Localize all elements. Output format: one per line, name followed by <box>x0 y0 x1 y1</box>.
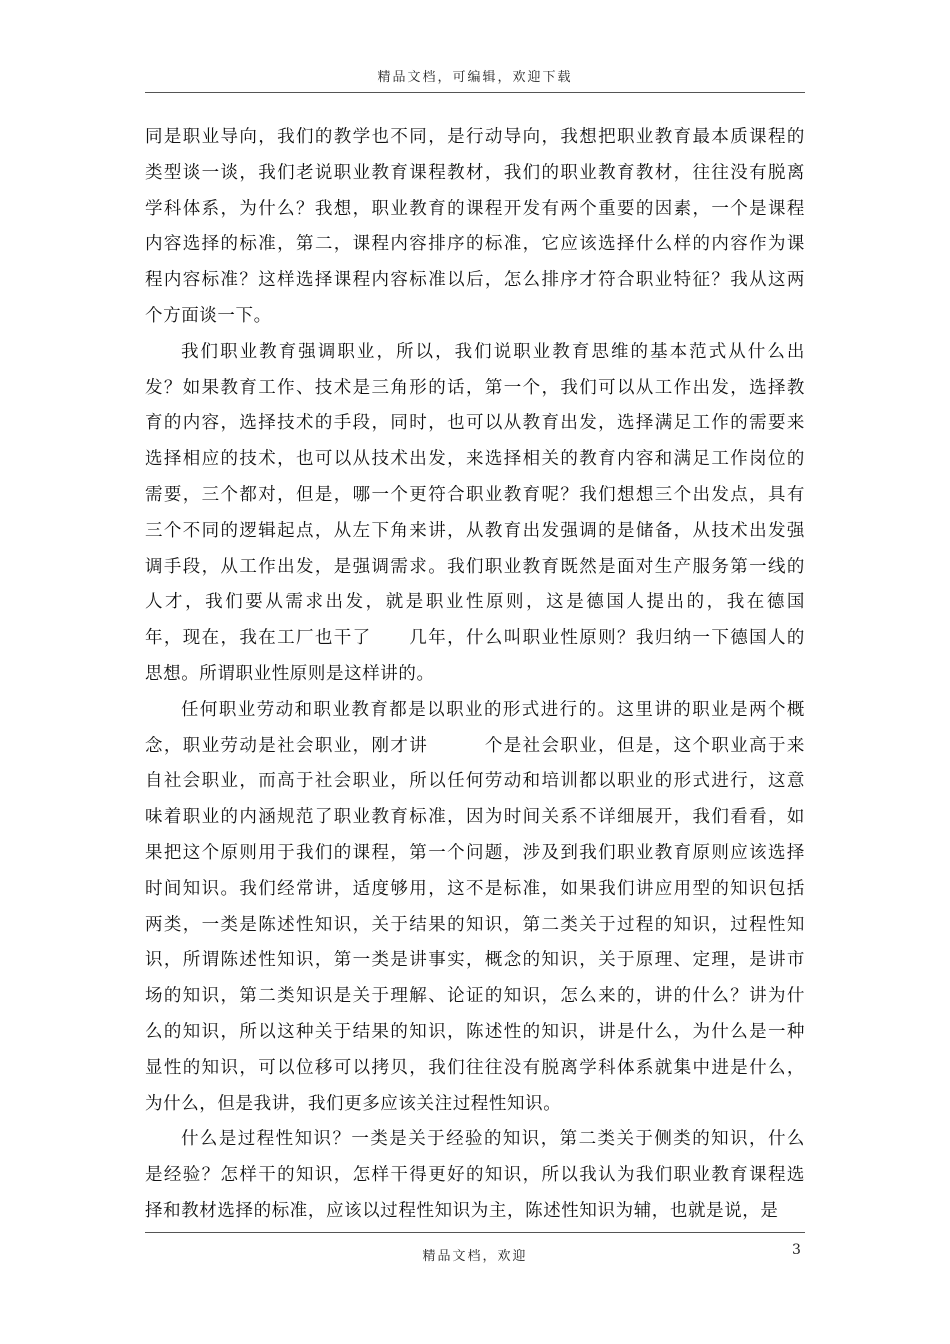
paragraph-line: 同是职业导向，我们的教学也不同，是行动导向，我想把职业教育最本质课程的 <box>145 127 805 147</box>
paragraph-line: 类型谈一谈，我们老说职业教育课程教材，我们的职业教育教材，往往没有脱离 <box>145 162 805 183</box>
paragraph-line: 程内容标准？这样选择课程内容标准以后，怎么排序才符合职业特征？我从这两 <box>145 270 805 291</box>
paragraph-line: 三个不同的逻辑起点，从左下角来讲，从教育出发强调的是储备，从技术出发强 <box>145 520 805 541</box>
paragraph-line: 个方面谈一下。 <box>145 305 272 326</box>
paragraph-line: 选择相应的技术，也可以从技术出发，来选择相关的教育内容和满足工作岗位的 <box>145 449 805 470</box>
footer-divider <box>145 1232 805 1233</box>
paragraph-line: 识，所谓陈述性知识，第一类是讲事实，概念的知识，关于原理、定理，是讲市 <box>145 950 805 971</box>
paragraph <box>145 693 805 1123</box>
paragraph-line: 年，现在，我在工厂也干了 几年，什么叫职业性原则？我归纳一下德国人的 <box>145 628 805 649</box>
paragraph-line: 果把这个原则用于我们的课程，第一个问题，涉及到我们职业教育原则应该选择 <box>145 842 805 863</box>
page-footer: 精品文档，欢迎 <box>422 1249 528 1264</box>
paragraph-line: 显性的知识，可以位移可以拷贝，我们往往没有脱离学科体系就集中进是什么， <box>145 1057 805 1078</box>
paragraph-line: 需要，三个都对，但是，哪一个更符合职业教育呢？我们想想三个出发点，具有 <box>145 484 805 505</box>
paragraph-line: 什么是过程性知识？一类是关于经验的知识，第二类关于侧类的知识，什么 <box>181 1129 805 1150</box>
paragraph <box>145 120 805 335</box>
page-number: 3 <box>792 1242 801 1258</box>
paragraph-line: 育的内容，选择技术的手段，同时，也可以从教育出发，选择满足工作的需要来 <box>145 413 805 434</box>
page-header: 精品文档，可编辑，欢迎下载 <box>377 70 573 85</box>
header-divider <box>145 92 805 93</box>
paragraph <box>145 335 805 693</box>
paragraph-line: 味着职业的内涵规范了职业教育标准，因为时间关系不详细展开，我们看看，如 <box>145 807 805 828</box>
paragraph-line: 是经验？怎样干的知识，怎样干得更好的知识，所以我认为我们职业教育课程选 <box>145 1165 805 1186</box>
paragraph-line: 任何职业劳动和职业教育都是以职业的形式进行的。这里讲的职业是两个概 <box>181 699 805 720</box>
paragraph-line: 念，职业劳动是社会职业，刚才讲 个是社会职业，但是，这个职业高于来 <box>145 735 805 756</box>
paragraph-line: 场的知识，第二类知识是关于理解、论证的知识，怎么来的，讲的什么？讲为什 <box>145 986 805 1007</box>
paragraph-line: 为什么，但是我讲，我们更多应该关注过程性知识。 <box>145 1093 562 1114</box>
paragraph-line: 么的知识，所以这种关于结果的知识，陈述性的知识，讲是什么，为什么是一种 <box>145 1021 805 1042</box>
paragraph-line: 择和教材选择的标准，应该以过程性知识为主，陈述性知识为辅，也就是说，是 <box>145 1200 779 1221</box>
paragraph-line: 内容选择的标准，第二，课程内容排序的标准，它应该选择什么样的内容作为课 <box>145 234 805 255</box>
paragraph-line: 我们职业教育强调职业，所以，我们说职业教育思维的基本范式从什么出 <box>181 341 805 362</box>
paragraph-line: 自社会职业，而高于社会职业，所以任何劳动和培训都以职业的形式进行，这意 <box>145 771 805 792</box>
paragraph <box>145 1122 805 1229</box>
paragraph-line: 发？如果教育工作、技术是三角形的话，第一个，我们可以从工作出发，选择教 <box>145 377 805 398</box>
paragraph-line: 思想。所谓职业性原则是这样讲的。 <box>145 663 435 684</box>
paragraph-line: 时间知识。我们经常讲，适度够用，这不是标准，如果我们讲应用型的知识包括 <box>145 878 805 899</box>
paragraph-line: 学科体系，为什么？我想，职业教育的课程开发有两个重要的因素，一个是课程 <box>145 198 805 219</box>
paragraph-line: 调手段，从工作出发，是强调需求。我们职业教育既然是面对生产服务第一线的 <box>145 556 805 577</box>
paragraph-line: 人才，我们要从需求出发，就是职业性原则，这是德国人提出的，我在德国 <box>145 592 805 613</box>
paragraph-line: 两类，一类是陈述性知识，关于结果的知识，第二类关于过程的知识，过程性知 <box>145 914 805 935</box>
document-body <box>145 120 805 1230</box>
